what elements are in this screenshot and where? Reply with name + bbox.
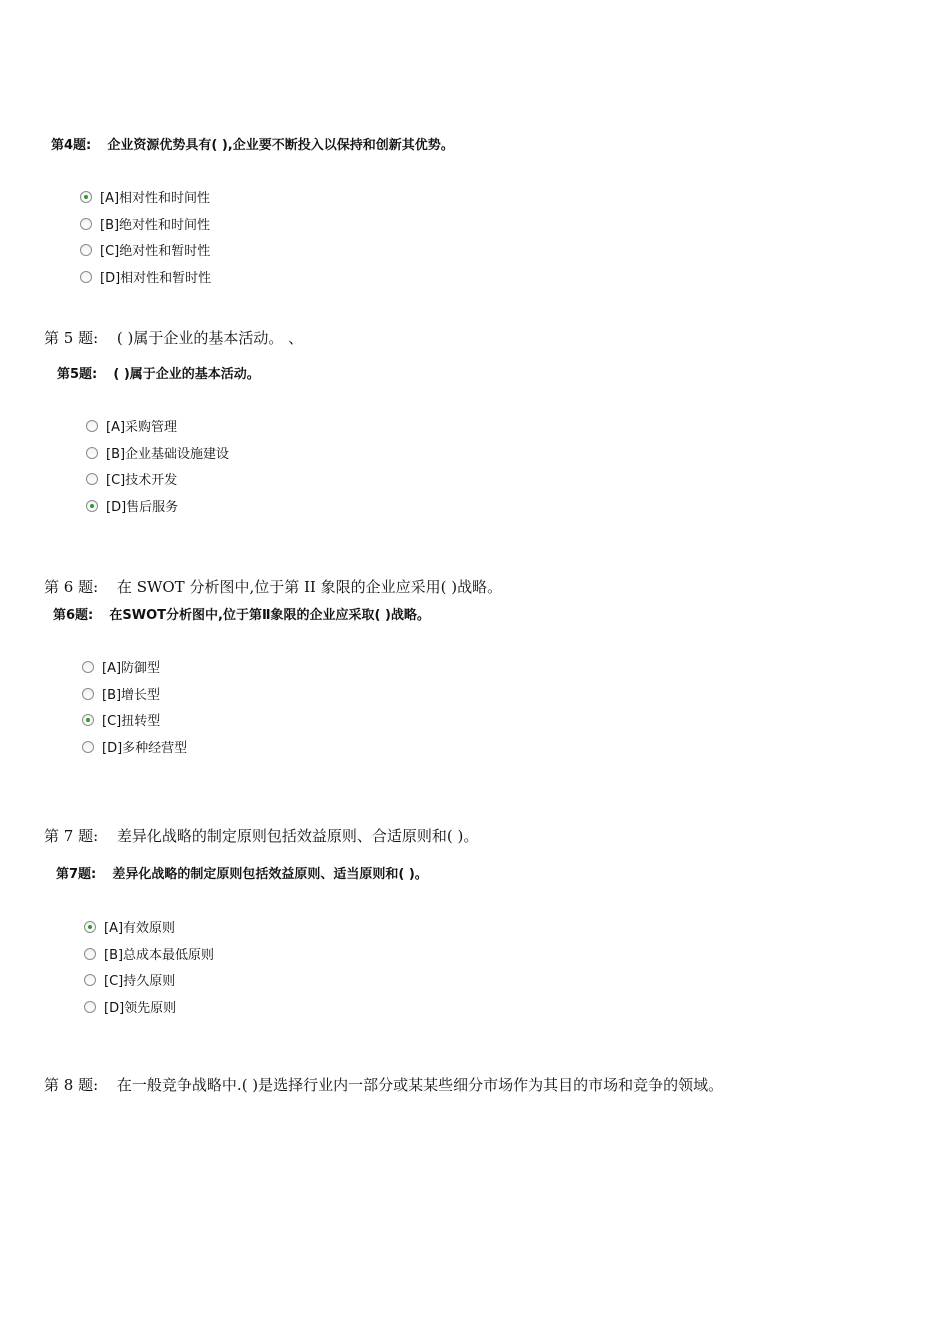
q7-option-d-label: [D]领先原则 — [104, 1001, 177, 1016]
q7-option-b[interactable] — [84, 944, 214, 963]
q7-option-b-label: [B]总成本最低原则 — [104, 948, 215, 963]
radio-icon[interactable] — [84, 974, 96, 986]
q6-shot-text: 在SWOT分析图中,位于第Ⅱ象限的企业应采取( )战略。 — [109, 608, 430, 623]
radio-icon[interactable] — [86, 473, 98, 485]
q5-shot-question — [57, 363, 260, 382]
q5-shot-text: ( )属于企业的基本活动。 — [113, 367, 260, 382]
q7-shot-label: 第7题: — [56, 867, 97, 882]
q6-option-d-label: [D]多种经营型 — [102, 741, 188, 756]
q4-option-a-label: [A]相对性和时间性 — [100, 191, 211, 206]
q5-heading-label: 第 5 题: — [44, 329, 99, 347]
q5-option-b-label: [B]企业基础设施建设 — [106, 447, 230, 462]
q6-heading-label: 第 6 题: — [44, 578, 99, 596]
q6-shot-label: 第6题: — [53, 608, 94, 623]
q5-option-d[interactable] — [86, 496, 178, 515]
q6-option-c-label: [C]扭转型 — [102, 714, 161, 729]
radio-selected-icon[interactable] — [80, 191, 92, 203]
q6-option-b-label: [B]增长型 — [102, 688, 161, 703]
radio-icon[interactable] — [86, 420, 98, 432]
q5-heading — [44, 327, 303, 348]
radio-icon[interactable] — [84, 1001, 96, 1013]
q8-heading — [44, 1074, 723, 1095]
q7-option-d[interactable] — [84, 997, 176, 1016]
radio-icon[interactable] — [82, 661, 94, 673]
radio-icon[interactable] — [80, 244, 92, 256]
q7-option-c[interactable] — [84, 970, 175, 989]
radio-icon[interactable] — [84, 948, 96, 960]
q7-heading — [44, 825, 478, 846]
q5-option-b[interactable] — [86, 443, 229, 462]
q7-option-c-label: [C]持久原则 — [104, 974, 176, 989]
q4-option-b[interactable] — [80, 214, 210, 233]
radio-icon[interactable] — [80, 271, 92, 283]
radio-icon[interactable] — [80, 218, 92, 230]
q6-option-c[interactable] — [82, 710, 160, 729]
q7-shot-text: 差异化战略的制定原则包括效益原则、适当原则和( )。 — [112, 867, 428, 882]
q7-option-a[interactable] — [84, 917, 175, 936]
q5-option-d-label: [D]售后服务 — [106, 500, 179, 515]
q5-heading-text: ( )属于企业的基本活动。 、 — [116, 329, 304, 347]
q5-option-a-label: [A]采购管理 — [106, 420, 178, 435]
q4-option-d-label: [D]相对性和暂时性 — [100, 271, 212, 286]
q4-option-a[interactable] — [80, 187, 210, 206]
q6-heading-text: 在 SWOT 分析图中,位于第 II 象限的企业应采用( )战略。 — [116, 578, 503, 596]
q7-shot-question — [56, 863, 428, 882]
q4-option-b-label: [B]绝对性和时间性 — [100, 218, 211, 233]
q5-shot-label: 第5题: — [57, 367, 98, 382]
q5-option-c-label: [C]技术开发 — [106, 473, 178, 488]
q4-shot-question — [51, 134, 454, 153]
radio-selected-icon[interactable] — [86, 500, 98, 512]
q6-option-b[interactable] — [82, 684, 160, 703]
q4-option-d[interactable] — [80, 267, 211, 286]
q7-option-a-label: [A]有效原则 — [104, 921, 176, 936]
q4-option-c-label: [C]绝对性和暂时性 — [100, 244, 211, 259]
radio-selected-icon[interactable] — [84, 921, 96, 933]
radio-icon[interactable] — [86, 447, 98, 459]
q6-option-a-label: [A]防御型 — [102, 661, 161, 676]
q5-option-c[interactable] — [86, 469, 177, 488]
radio-selected-icon[interactable] — [82, 714, 94, 726]
q8-heading-label: 第 8 题: — [44, 1076, 99, 1094]
q4-shot-text: 企业资源优势具有( ),企业要不断投入以保持和创新其优势。 — [107, 138, 454, 153]
q7-heading-label: 第 7 题: — [44, 827, 99, 845]
radio-icon[interactable] — [82, 741, 94, 753]
q5-option-a[interactable] — [86, 416, 177, 435]
q6-shot-question — [53, 604, 430, 623]
q6-heading — [44, 576, 502, 597]
radio-icon[interactable] — [82, 688, 94, 700]
q8-heading-text: 在一般竞争战略中.( )是选择行业内一部分或某某些细分市场作为其目的市场和竞争的领域。 — [116, 1076, 724, 1094]
q7-heading-text: 差异化战略的制定原则包括效益原则、合适原则和( )。 — [116, 827, 479, 845]
q6-option-a[interactable] — [82, 657, 160, 676]
q4-shot-label: 第4题: — [51, 138, 92, 153]
q4-option-c[interactable] — [80, 240, 210, 259]
q6-option-d[interactable] — [82, 737, 187, 756]
